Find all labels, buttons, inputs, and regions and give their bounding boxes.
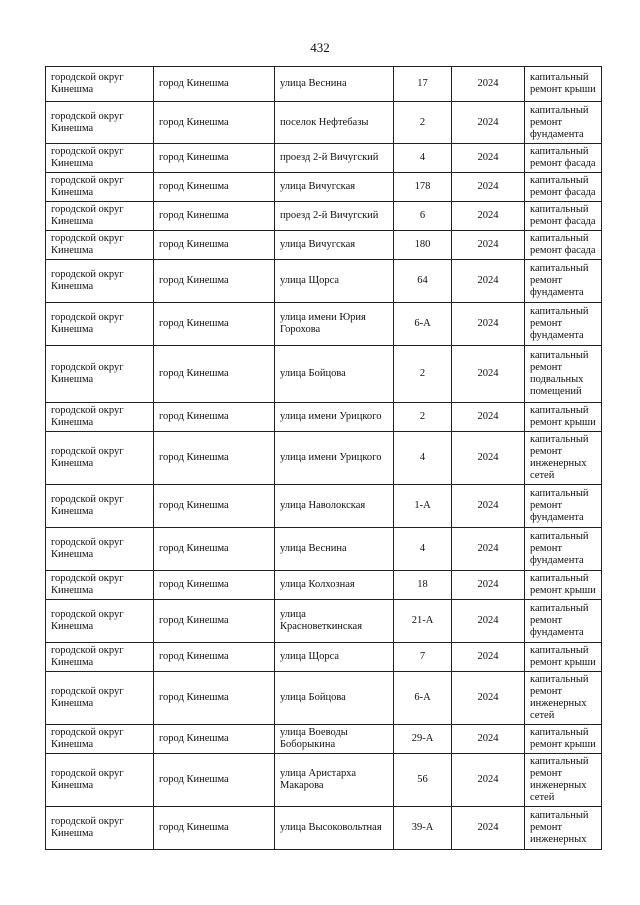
cell-year: 2024 — [452, 528, 525, 571]
table-row — [46, 260, 602, 303]
cell-okrug: городской округ Кинешма — [46, 173, 154, 202]
table-body — [46, 67, 602, 850]
cell-work: капитальный ремонт фундамента — [525, 260, 602, 303]
cell-street: улица имени Урицкого — [275, 403, 394, 432]
cell-okrug: городской округ Кинешма — [46, 571, 154, 600]
cell-street: улица Веснина — [275, 67, 394, 102]
cell-year: 2024 — [452, 725, 525, 754]
table-row — [46, 485, 602, 528]
cell-city: город Кинешма — [154, 571, 275, 600]
cell-year: 2024 — [452, 346, 525, 403]
table-row — [46, 725, 602, 754]
cell-work: капитальный ремонт фундамента — [525, 485, 602, 528]
cell-year: 2024 — [452, 260, 525, 303]
cell-street: улица Веснина — [275, 528, 394, 571]
cell-work: капитальный ремонт крыши — [525, 403, 602, 432]
cell-city: город Кинешма — [154, 485, 275, 528]
table-row — [46, 432, 602, 485]
cell-house: 6 — [394, 202, 452, 231]
table-row — [46, 807, 602, 850]
cell-okrug: городской округ Кинешма — [46, 528, 154, 571]
cell-house: 4 — [394, 144, 452, 173]
cell-work: капитальный ремонт подвальных помещений — [525, 346, 602, 403]
cell-year: 2024 — [452, 807, 525, 850]
cell-okrug: городской округ Кинешма — [46, 260, 154, 303]
cell-city: город Кинешма — [154, 346, 275, 403]
table-row — [46, 600, 602, 643]
cell-city: город Кинешма — [154, 303, 275, 346]
table-row — [46, 643, 602, 672]
cell-house: 4 — [394, 528, 452, 571]
cell-okrug: городской округ Кинешма — [46, 725, 154, 754]
cell-city: город Кинешма — [154, 231, 275, 260]
cell-street: улица Щорса — [275, 643, 394, 672]
cell-work: капитальный ремонт фундамента — [525, 600, 602, 643]
cell-street: улица Колхозная — [275, 571, 394, 600]
cell-city: город Кинешма — [154, 173, 275, 202]
cell-house: 7 — [394, 643, 452, 672]
table-row — [46, 202, 602, 231]
table-row — [46, 528, 602, 571]
table-row — [46, 303, 602, 346]
cell-house: 180 — [394, 231, 452, 260]
cell-work: капитальный ремонт крыши — [525, 67, 602, 102]
cell-city: город Кинешма — [154, 67, 275, 102]
cell-okrug: городской округ Кинешма — [46, 672, 154, 725]
cell-house: 6-А — [394, 303, 452, 346]
table-row — [46, 571, 602, 600]
cell-street: улица Наволокская — [275, 485, 394, 528]
cell-house: 2 — [394, 403, 452, 432]
cell-street: улица имени Урицкого — [275, 432, 394, 485]
cell-year: 2024 — [452, 102, 525, 144]
cell-work: капитальный ремонт крыши — [525, 725, 602, 754]
cell-year: 2024 — [452, 485, 525, 528]
cell-work: капитальный ремонт фундамента — [525, 102, 602, 144]
cell-year: 2024 — [452, 231, 525, 260]
cell-house: 1-А — [394, 485, 452, 528]
cell-okrug: городской округ Кинешма — [46, 403, 154, 432]
table-row — [46, 173, 602, 202]
cell-year: 2024 — [452, 600, 525, 643]
cell-work: капитальный ремонт фундамента — [525, 528, 602, 571]
cell-house: 2 — [394, 346, 452, 403]
table-row — [46, 672, 602, 725]
cell-city: город Кинешма — [154, 432, 275, 485]
cell-house: 178 — [394, 173, 452, 202]
cell-okrug: городской округ Кинешма — [46, 144, 154, 173]
cell-work: капитальный ремонт инженерных — [525, 807, 602, 850]
registry-table — [45, 66, 602, 850]
cell-okrug: городской округ Кинешма — [46, 754, 154, 807]
table-row — [46, 231, 602, 260]
cell-year: 2024 — [452, 754, 525, 807]
cell-house: 18 — [394, 571, 452, 600]
cell-street: проезд 2-й Вичугский — [275, 144, 394, 173]
cell-year: 2024 — [452, 403, 525, 432]
cell-work: капитальный ремонт фасада — [525, 202, 602, 231]
cell-okrug: городской округ Кинешма — [46, 807, 154, 850]
cell-house: 4 — [394, 432, 452, 485]
cell-okrug: городской округ Кинешма — [46, 485, 154, 528]
cell-year: 2024 — [452, 672, 525, 725]
cell-okrug: городской округ Кинешма — [46, 643, 154, 672]
cell-work: капитальный ремонт фасада — [525, 231, 602, 260]
cell-city: город Кинешма — [154, 528, 275, 571]
cell-year: 2024 — [452, 303, 525, 346]
cell-house: 64 — [394, 260, 452, 303]
cell-work: капитальный ремонт инженерных сетей — [525, 672, 602, 725]
cell-okrug: городской округ Кинешма — [46, 303, 154, 346]
cell-house: 21-А — [394, 600, 452, 643]
cell-street: улица Бойцова — [275, 346, 394, 403]
cell-year: 2024 — [452, 67, 525, 102]
table-row — [46, 403, 602, 432]
cell-city: город Кинешма — [154, 260, 275, 303]
cell-work: капитальный ремонт фундамента — [525, 303, 602, 346]
page-number: 432 — [310, 40, 330, 55]
cell-house: 56 — [394, 754, 452, 807]
cell-year: 2024 — [452, 643, 525, 672]
cell-house: 6-А — [394, 672, 452, 725]
cell-street: улица Красноветкинская — [275, 600, 394, 643]
cell-okrug: городской округ Кинешма — [46, 102, 154, 144]
cell-city: город Кинешма — [154, 672, 275, 725]
cell-street: поселок Нефтебазы — [275, 102, 394, 144]
cell-work: капитальный ремонт инженерных сетей — [525, 754, 602, 807]
cell-city: город Кинешма — [154, 102, 275, 144]
cell-work: капитальный ремонт фасада — [525, 144, 602, 173]
table-row — [46, 754, 602, 807]
cell-year: 2024 — [452, 173, 525, 202]
cell-okrug: городской округ Кинешма — [46, 600, 154, 643]
table-row — [46, 102, 602, 144]
cell-work: капитальный ремонт инженерных сетей — [525, 432, 602, 485]
table-row — [46, 346, 602, 403]
cell-year: 2024 — [452, 432, 525, 485]
cell-street: улица Аристарха Макарова — [275, 754, 394, 807]
cell-city: город Кинешма — [154, 144, 275, 173]
cell-city: город Кинешма — [154, 403, 275, 432]
cell-street: улица Щорса — [275, 260, 394, 303]
cell-house: 2 — [394, 102, 452, 144]
cell-okrug: городской округ Кинешма — [46, 231, 154, 260]
cell-city: город Кинешма — [154, 725, 275, 754]
cell-okrug: городской округ Кинешма — [46, 346, 154, 403]
table-row — [46, 144, 602, 173]
cell-year: 2024 — [452, 144, 525, 173]
cell-year: 2024 — [452, 571, 525, 600]
cell-street: проезд 2-й Вичугский — [275, 202, 394, 231]
cell-work: капитальный ремонт фасада — [525, 173, 602, 202]
cell-work: капитальный ремонт крыши — [525, 643, 602, 672]
cell-city: город Кинешма — [154, 600, 275, 643]
cell-okrug: городской округ Кинешма — [46, 432, 154, 485]
cell-house: 39-А — [394, 807, 452, 850]
cell-street: улица Вичугская — [275, 231, 394, 260]
cell-work: капитальный ремонт крыши — [525, 571, 602, 600]
cell-okrug: городской округ Кинешма — [46, 202, 154, 231]
cell-city: город Кинешма — [154, 807, 275, 850]
cell-street: улица Высоковольтная — [275, 807, 394, 850]
cell-year: 2024 — [452, 202, 525, 231]
cell-street: улица имени Юрия Горохова — [275, 303, 394, 346]
table-row — [46, 67, 602, 102]
cell-street: улица Бойцова — [275, 672, 394, 725]
cell-city: город Кинешма — [154, 754, 275, 807]
cell-house: 29-А — [394, 725, 452, 754]
cell-street: улица Вичугская — [275, 173, 394, 202]
cell-city: город Кинешма — [154, 643, 275, 672]
cell-city: город Кинешма — [154, 202, 275, 231]
cell-street: улица Воеводы Боборыкина — [275, 725, 394, 754]
cell-okrug: городской округ Кинешма — [46, 67, 154, 102]
cell-house: 17 — [394, 67, 452, 102]
